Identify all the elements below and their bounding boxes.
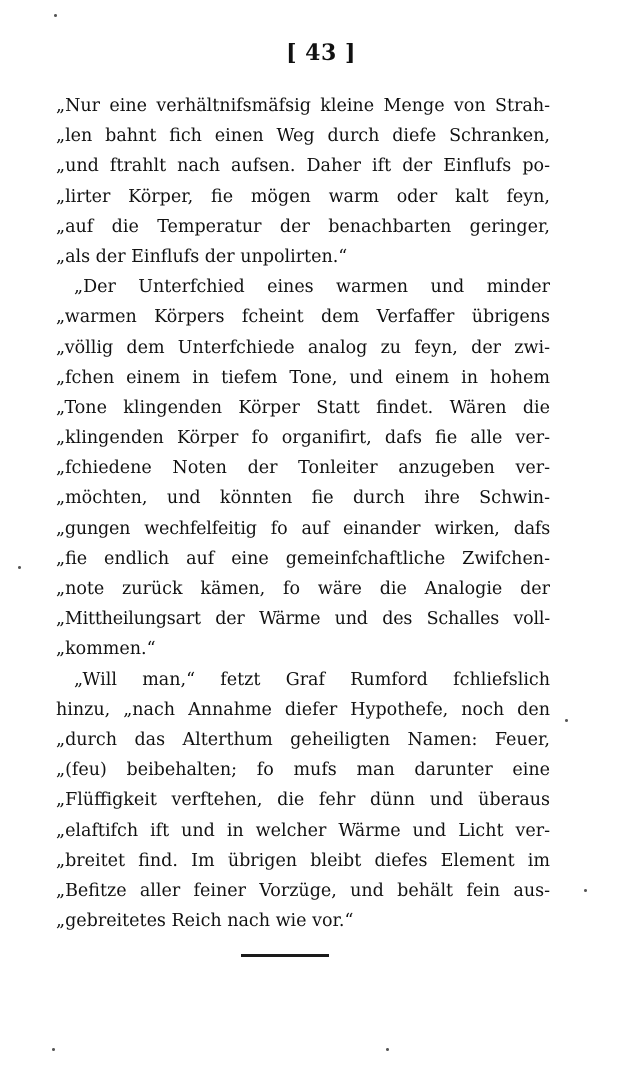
text-line: „note zurück kämen, fo wäre die Analogie der [56, 579, 550, 599]
text-line: „klingenden Körper fo organifirt, dafs fie alle ver- [56, 428, 550, 449]
text-line: „durch das Alterthum geheiligten Namen: Feuer, [56, 729, 550, 750]
paper-speck [386, 1048, 389, 1051]
paper-speck [584, 889, 587, 892]
text-line: „Der Unterfchied eines warmen und minder [74, 277, 550, 298]
text-line: „gungen wechfelfeitig fo auf einander wirken, dafs [56, 518, 550, 539]
paper-speck [18, 566, 21, 569]
text-line: „len bahnt fich einen Weg durch diefe Schranken, [56, 126, 550, 147]
text-line: „warmen Körpers fcheint dem Verfaffer übrigens [56, 307, 550, 328]
text-line: „fchen einem in tiefem Tone, und einem in hohem [56, 367, 550, 388]
paper-speck [565, 719, 568, 722]
section-divider [241, 954, 329, 957]
text-line: „fchiedene Noten der Tonleiter anzugeben ver- [56, 458, 550, 479]
text-line: „(feu) beibehalten; fo mufs man darunter eine [56, 760, 550, 781]
paper-speck [52, 1048, 55, 1051]
text-line: „Tone klingenden Körper Statt findet. Wären die [56, 397, 550, 418]
text-line: „und ftrahlt nach aufsen. Daher ift der Einflufs po- [56, 156, 550, 177]
text-line: „elaftifch ift und in welcher Wärme und Licht ver- [56, 820, 550, 841]
text-line: „lirter Körper, fie mögen warm oder kalt feyn, [56, 186, 550, 207]
paper-speck [54, 14, 57, 17]
page-number: [ 43 ] [286, 40, 356, 66]
text-line: „kommen.“ [56, 639, 156, 660]
body-text [56, 91, 550, 936]
text-line: „Will man,“ fetzt Graf Rumford fchliefslich [74, 669, 550, 690]
text-line: „Befitze aller feiner Vorzüge, und behält fein aus- [56, 880, 550, 901]
text-line: hinzu, „nach Annahme diefer Hypothefe, noch den [56, 699, 550, 720]
text-line: „als der Einflufs der unpolirten.“ [56, 246, 348, 267]
text-line: „Mittheilungsart der Wärme und des Schalles voll- [56, 609, 550, 630]
text-line: „gebreitetes Reich nach wie vor.“ [56, 911, 354, 932]
text-line: „fie endlich auf eine gemeinfchaftliche Zwifchen- [56, 548, 550, 569]
text-line: „völlig dem Unterfchiede analog zu feyn, der zwi- [56, 337, 550, 358]
text-line: „möchten, und könnten fie durch ihre Schwin- [56, 488, 550, 509]
text-line: „Flüffigkeit verftehen, die fehr dünn und überaus [56, 790, 550, 811]
text-line: „auf die Temperatur der benachbarten geringer, [56, 216, 550, 237]
text-line: „Nur eine verhältnifsmäfsig kleine Menge von Strah- [56, 96, 550, 116]
text-line: „breitet find. Im übrigen bleibt diefes Element im [56, 850, 550, 871]
